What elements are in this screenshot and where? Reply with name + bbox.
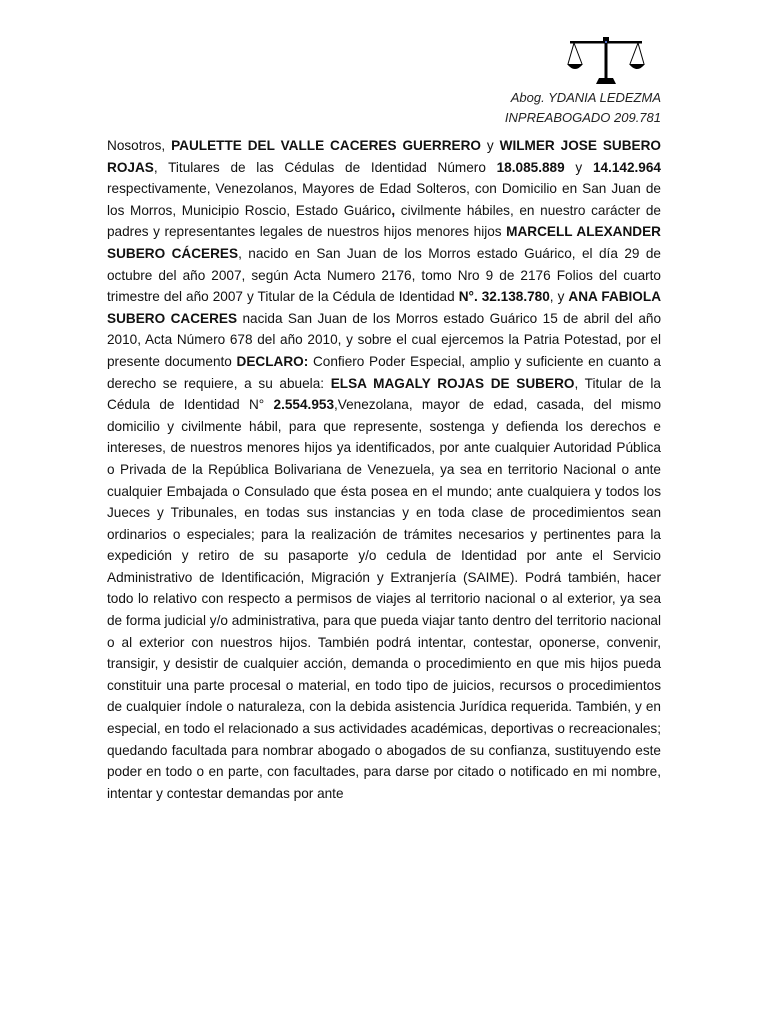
id-number-1: 18.085.889 [496,159,565,175]
text-segment: Nosotros, [107,138,172,153]
text-segment: respectivamente, Venezolanos, Mayores de Edad Solteros, con Domicilio en San Juan de los Morros, Municipio Roscio, Estado Guárico [107,181,661,218]
lawyer-registration: INPREABOGADO 209.781 [504,110,661,125]
power-of-attorney-text [107,135,661,804]
lawyer-header [505,88,661,128]
grandmother-id-number: 2.554.953 [273,397,335,413]
id-number-2: 14.142.964 [592,159,661,175]
text-segment: y [481,138,500,153]
parent-name-2: WILMER JOSE SUBERO ROJAS [107,138,661,175]
parent-name-1: PAULETTE DEL VALLE CACERES GUERRERO [171,138,481,153]
text-segment: civilmente hábiles, en nuestro carácter de padres y representantes legales de nuestros hijos menores hijos [107,202,661,240]
text-segment: ,Venezolana, mayor de edad, casada, del mismo domicilio y civilmente hábil, para que represente, sostenga y defienda los derechos e intereses, de nuestros menores hijos ya identificados, por ante cualquier Autoridad Pública o Privada de la República Bolivariana de Venezuela, ya sea en territorio Nacional o ante cualquier Embajada o Consulado que ésta posea en el mundo; ante cualquiera y todos los Jueces y Tribunales, en todas sus instancias y en toda clase de procedimientos sean ordinarios o especiales; para la realización de trámites necesarios y pertinentes para la expedición y retiro de su pasaporte y/o cedula de Identidad por ante el Servicio Administrativo de Identificación, Migración y Extranjería (SAIME). Podrá también, hacer todo lo relativo con respecto a permisos de viajes al territorio nacional o al exterior, ya sea de forma judicial y/o administrativa, para que pueda viajar tanto dentro del territorio nacional o al exterior con nuestros hijos. También podrá intentar, contestar, oponerse, convenir, transigir, y desistir de cualquier acción, demanda o procedimiento en que mis hijos pueda constituir una parte procesal o material, en todo tipo de juicios, recursos o procedimientos de cualquier índole o naturaleza, con la debida asistencia Jurídica requerida. También, y en especial, en todo el relacionado a sus actividades académicas, deportivas o recreacionales; quedando facultada para nombrar abogado o abogados de su confianza, sustituyendo este poder en todo o en parte, con facultades, para darse por citado o notificado en mi nombre, intentar y contestar demandas por ante [107,397,662,801]
declaration-keyword: DECLARO: [236,353,309,369]
child-name-2: ANA FABIOLA SUBERO CACERES [107,289,662,326]
text-segment: , y [549,289,569,305]
lawyer-name: Abog. YDANIA LEDEZMA [510,90,661,105]
text-segment: y [564,159,593,175]
grandmother-name: ELSA MAGALY ROJAS DE SUBERO [330,375,575,391]
text-segment: Confiero Poder Especial, amplio y suficiente en cuanto a derecho se requiere, a su abuela: [107,353,661,391]
scales-of-justice-icon [566,36,646,86]
child-name-1: MARCELL ALEXANDER SUBERO CÁCERES [107,224,661,261]
text-segment: nacida San Juan de los Morros estado Guárico 15 de abril del año 2010, Acta Número 678 del año 2010, y sobre el cual ejercemos la Patria Potestad, por el presente documento [107,310,662,369]
bold-comma: , [391,202,396,218]
text-segment: , Titular de la Cédula de Identidad N° [107,375,661,413]
text-segment: , Titulares de las Cédulas de Identidad Número [153,159,497,175]
child-id-number: N°. 32.138.780 [458,289,550,305]
text-segment: , nacido en San Juan de los Morros estado Guárico, el día 29 de octubre del año 2007, según Acta Numero 2176, tomo Nro 9 de 2176 Folios del cuarto trimestre del año 2007 y Titular de la Cédula de Identidad [107,245,661,305]
